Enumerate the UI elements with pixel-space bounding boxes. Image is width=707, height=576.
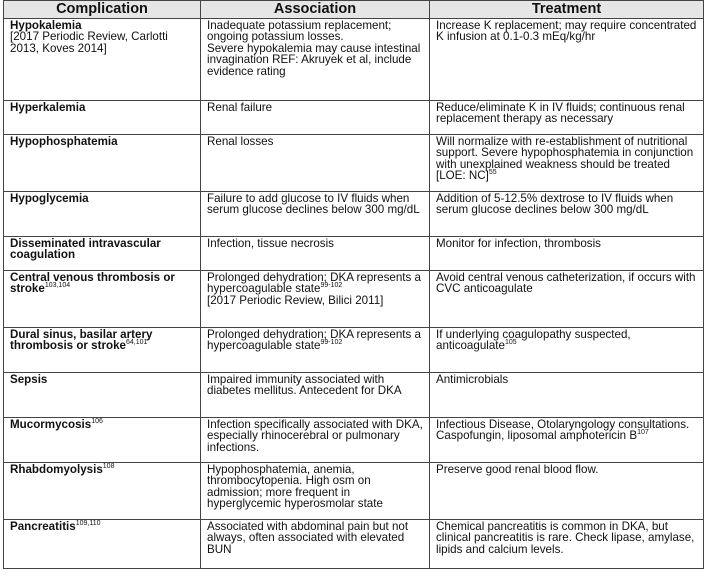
association-cell: [201, 373, 430, 418]
table-body: [4, 19, 704, 569]
association-text: Impaired immunity associated with diabetes mellitus. Antecedent for DKA: [207, 373, 402, 398]
table-row: [4, 101, 704, 135]
table-row: [4, 463, 704, 520]
complication-reference: 103,104: [44, 282, 71, 290]
complication-name: Hypophosphatemia: [10, 135, 118, 148]
complication-cell: [4, 328, 201, 373]
treatment-cell: [430, 237, 704, 271]
treatment-cell: [430, 192, 704, 237]
association-text: Severe hypokalemia may cause intestinal invagination REF: Akruyek et al, include evidence rating: [207, 41, 421, 78]
complication-name: Hypoglycemia: [10, 192, 89, 205]
table-row: [4, 237, 704, 271]
complication-cell: [4, 101, 201, 135]
complication-name: Mucormycosis: [10, 418, 92, 431]
treatment-cell: [430, 418, 704, 463]
association-text: Infection, tissue necrosis: [207, 237, 334, 250]
association-text: Infection specifically associated with DKA, especially rhinocerebral or pulmonary infections.: [207, 418, 423, 454]
treatment-text: Monitor for infection, thrombosis: [436, 237, 601, 250]
table-row: [4, 271, 704, 328]
association-text: Renal failure: [207, 101, 273, 114]
association-cell: [201, 520, 430, 569]
complication-cell: [4, 520, 201, 569]
complication-cell: [4, 237, 201, 271]
complication-name: Disseminated intravascular coagulation: [10, 237, 161, 262]
table-row: [4, 19, 704, 101]
treatment-text: Increase K replacement; may require concentrated K infusion at 0.1-0.3 mEq/kg/hr: [436, 19, 697, 44]
association-text: Failure to add glucose to IV fluids when serum glucose declines below 300 mg/dL: [207, 192, 420, 217]
treatment-cell: [430, 463, 704, 520]
association-text: Prolonged dehydration; DKA represents a hypercoagulable state: [207, 328, 421, 353]
treatment-text: Reduce/eliminate K in IV fluids; continuous renal replacement therapy as necessary: [436, 101, 685, 126]
association-text: [2017 Periodic Review, Bilici 2011]: [207, 293, 384, 307]
header-complication: Complication: [4, 1, 201, 19]
complication-cell: [4, 463, 201, 520]
treatment-text: Chemical pancreatitis is common in DKA, but clinical pancreatitis is rare. Check lipase, amylase, lipids and calcium levels.: [436, 520, 695, 556]
table-header-row: [4, 1, 704, 19]
association-text: Prolonged dehydration; DKA represents a hypercoagulable state: [207, 271, 421, 296]
association-reference: 99-102: [320, 282, 343, 290]
complication-reference: 109,110: [75, 520, 101, 528]
complication-cell: [4, 271, 201, 328]
association-line: [207, 329, 423, 352]
complication-name: Hypokalemia: [10, 19, 82, 32]
association-cell: [201, 19, 430, 101]
association-text: Hypophosphatemia, anemia, thrombocytopenia. High osm on admission; more frequent in hyperglycemic hyperosmolar state: [207, 463, 383, 511]
treatment-cell: [430, 135, 704, 192]
complication-cell: [4, 19, 201, 101]
complication-name: Pancreatitis: [10, 520, 76, 533]
treatment-cell: [430, 328, 704, 373]
complication-reference: 106: [91, 418, 103, 426]
treatment-text: Will normalize with re-establishment of nutritional support. Severe hypophosphatemia in conjunction with unexplained weakness should be treated [LOE: NC]: [436, 135, 694, 183]
association-line: [207, 272, 423, 295]
association-text: Inadequate potassium replacement; ongoing potassium losses.: [207, 19, 392, 44]
treatment-text: Antimicrobials: [436, 373, 509, 386]
treatment-cell: [430, 101, 704, 135]
table-row: [4, 520, 704, 569]
association-cell: [201, 135, 430, 192]
treatment-reference: 105: [504, 339, 517, 347]
treatment-reference: 55: [488, 169, 497, 177]
association-cell: [201, 418, 430, 463]
table-row: [4, 373, 704, 418]
treatment-text: Preserve good renal blood flow.: [436, 463, 599, 476]
complication-cell: [4, 373, 201, 418]
association-reference: 99-102: [320, 339, 343, 347]
association-text: Renal losses: [207, 135, 274, 148]
treatment-text: Infectious Disease, Otolaryngology consultations. Caspofungin, liposomal amphotericin B: [436, 418, 690, 443]
complication-name: Dural sinus, basilar artery thrombosis or stroke: [10, 328, 153, 353]
complication-name: Hyperkalemia: [10, 101, 86, 114]
treatment-cell: [430, 271, 704, 328]
treatment-reference: 107: [637, 429, 649, 437]
treatment-cell: [430, 520, 704, 569]
association-cell: [201, 463, 430, 520]
table-row: [4, 418, 704, 463]
treatment-text: If underlying coagulopathy suspected, anticoagulate: [436, 328, 631, 353]
complication-reference: 64,101: [125, 339, 148, 347]
treatment-text: Addition of 5-12.5% dextrose to IV fluids when serum glucose declines below 300 mg/dL: [436, 192, 674, 217]
association-cell: [201, 101, 430, 135]
association-text: Associated with abdominal pain but not always, often associated with elevated BUN: [207, 520, 409, 556]
header-association: Association: [201, 1, 430, 19]
association-cell: [201, 192, 430, 237]
association-cell: [201, 328, 430, 373]
treatment-cell: [430, 19, 704, 101]
header-treatment: Treatment: [430, 1, 704, 19]
complication-cell: [4, 192, 201, 237]
table-row: [4, 192, 704, 237]
table-row: [4, 328, 704, 373]
complication-name: Central venous thrombosis or stroke: [10, 271, 175, 296]
table-row: [4, 135, 704, 192]
association-cell: [201, 237, 430, 271]
association-cell: [201, 271, 430, 328]
complication-cell: [4, 418, 201, 463]
complication-citation: [2017 Periodic Review, Carlotti 2013, Koves 2014]: [10, 30, 168, 55]
complication-reference: 108: [102, 463, 115, 471]
treatment-text: Avoid central venous catheterization, if occurs with CVC anticoagulate: [436, 271, 696, 296]
treatment-cell: [430, 373, 704, 418]
complication-cell: [4, 135, 201, 192]
complications-table: [3, 0, 704, 569]
complication-name: Rhabdomyolysis: [10, 463, 103, 476]
complication-name: Sepsis: [10, 373, 48, 386]
